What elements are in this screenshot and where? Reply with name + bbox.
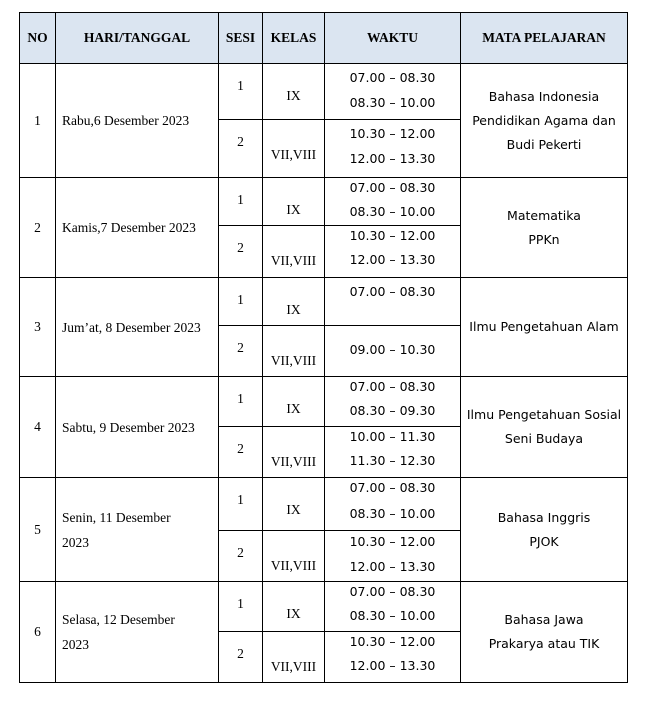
subject-line: Bahasa Inggris [497,509,591,525]
time-slot: 07.00 – 08.30 [349,70,436,85]
time-slot: 12.00 – 13.30 [349,559,436,574]
time-cell [325,326,461,377]
subject-cell [461,377,628,478]
time-slot: 07.00 – 08.30 [349,180,436,195]
time-slot: 09.00 – 10.30 [349,342,436,357]
class-cell [263,478,325,531]
header-no: NO [20,13,56,64]
header-waktu: WAKTU [325,13,461,64]
class-label: IX [286,606,301,621]
subject-line: Bahasa Jawa [504,612,584,627]
row-number: 6 [20,582,56,683]
class-label: VII,VIII [270,353,317,368]
exam-schedule-table [19,12,628,683]
header-sesi: SESI [219,13,263,64]
day-date [56,582,219,683]
class-cell [263,64,325,120]
header-kelas: KELAS [263,13,325,64]
subject-cell [461,64,628,178]
class-cell [263,326,325,377]
time-slot: 07.00 – 08.30 [349,379,436,394]
row-number: 4 [20,377,56,478]
table-row [20,178,628,226]
class-label: IX [286,401,301,416]
session-number: 2 [219,226,263,278]
time-slot: 08.30 – 10.00 [349,204,436,219]
time-cell [325,478,461,531]
subject-line: Pendidikan Agama dan [472,112,616,128]
time-slot: 12.00 – 13.30 [349,658,436,673]
subject-line: PJOK [529,533,559,549]
time-slot: 08.30 – 10.00 [349,506,436,521]
class-label: VII,VIII [270,147,317,162]
subject-line: Ilmu Pengetahuan Sosial [466,407,622,422]
subject-line: Ilmu Pengetahuan Alam [469,319,619,334]
subject-line: Bahasa Indonesia [488,88,600,104]
day-date [56,64,219,178]
time-cell [325,632,461,683]
class-cell [263,582,325,632]
table-row [20,582,628,632]
table-row [20,278,628,326]
class-label: VII,VIII [270,454,317,469]
class-cell [263,531,325,582]
time-cell [325,531,461,582]
subject-line: Matematika [507,207,581,223]
table-row [20,64,628,120]
time-slot: 08.30 – 10.00 [349,95,436,110]
session-number: 1 [219,278,263,326]
time-slot: 08.30 – 09.30 [349,403,436,418]
table-row [20,377,628,427]
row-number: 1 [20,64,56,178]
time-cell [325,120,461,178]
time-cell [325,582,461,632]
row-number: 2 [20,178,56,278]
header-day: HARI/TANGGAL [56,13,219,64]
session-number: 2 [219,120,263,178]
subject-cell [461,178,628,278]
subject-cell [461,478,628,582]
table-row [20,478,628,531]
subject-cell [461,582,628,683]
day-date-line: Rabu,6 Desember 2023 [62,113,190,128]
session-number: 1 [219,178,263,226]
class-label: VII,VIII [270,558,317,573]
day-date-line: 2023 [62,534,89,550]
session-number: 2 [219,427,263,478]
time-slot: 07.00 – 08.30 [349,284,436,299]
time-slot: 08.30 – 10.00 [349,608,436,623]
session-number: 2 [219,632,263,683]
row-number: 3 [20,278,56,377]
class-label: VII,VIII [270,659,317,674]
time-slot: 07.00 – 08.30 [349,584,436,599]
class-cell [263,120,325,178]
time-cell [325,278,461,326]
day-date-line: Selasa, 12 Desember [62,612,175,627]
class-label: IX [286,202,301,217]
class-cell [263,178,325,226]
subject-line: PPKn [528,231,560,247]
class-label: IX [286,302,301,317]
time-slot: 10.30 – 12.00 [349,634,436,649]
day-date [56,377,219,478]
class-label: IX [286,88,301,103]
time-slot: 07.00 – 08.30 [349,480,436,495]
class-cell [263,226,325,278]
header-mapel: MATA PELAJARAN [461,13,628,64]
time-slot: 10.30 – 12.00 [349,534,436,549]
header-row [20,13,628,64]
time-cell [325,226,461,278]
session-number: 1 [219,64,263,120]
time-slot: 10.00 – 11.30 [349,429,436,444]
class-cell [263,377,325,427]
class-label: IX [286,502,301,517]
session-number: 1 [219,478,263,531]
row-number: 5 [20,478,56,582]
session-number: 2 [219,326,263,377]
day-date-line: Kamis,7 Desember 2023 [62,220,196,235]
day-date-line: Senin, 11 Desember [62,509,171,525]
time-cell [325,64,461,120]
subject-cell [461,278,628,377]
class-cell [263,278,325,326]
time-slot: 12.00 – 13.30 [349,151,436,166]
day-date [56,178,219,278]
session-number: 2 [219,531,263,582]
day-date-line: 2023 [62,637,89,652]
time-cell [325,377,461,427]
time-cell [325,427,461,478]
day-date-line: Jum’at, 8 Desember 2023 [62,319,201,335]
session-number: 1 [219,377,263,427]
day-date-line: Sabtu, 9 Desember 2023 [62,419,195,435]
subject-line: Seni Budaya [504,431,584,446]
time-cell [325,178,461,226]
time-slot: 12.00 – 13.30 [349,252,436,267]
subject-line: Prakarya atau TIK [488,636,600,651]
subject-line: Budi Pekerti [506,136,582,152]
day-date [56,478,219,582]
session-number: 1 [219,582,263,632]
class-label: VII,VIII [270,253,317,268]
class-cell [263,427,325,478]
time-slot: 11.30 – 12.30 [349,453,436,468]
time-slot: 10.30 – 12.00 [349,126,436,141]
day-date [56,278,219,377]
class-cell [263,632,325,683]
table-body [20,64,628,683]
time-slot: 10.30 – 12.00 [349,228,436,243]
